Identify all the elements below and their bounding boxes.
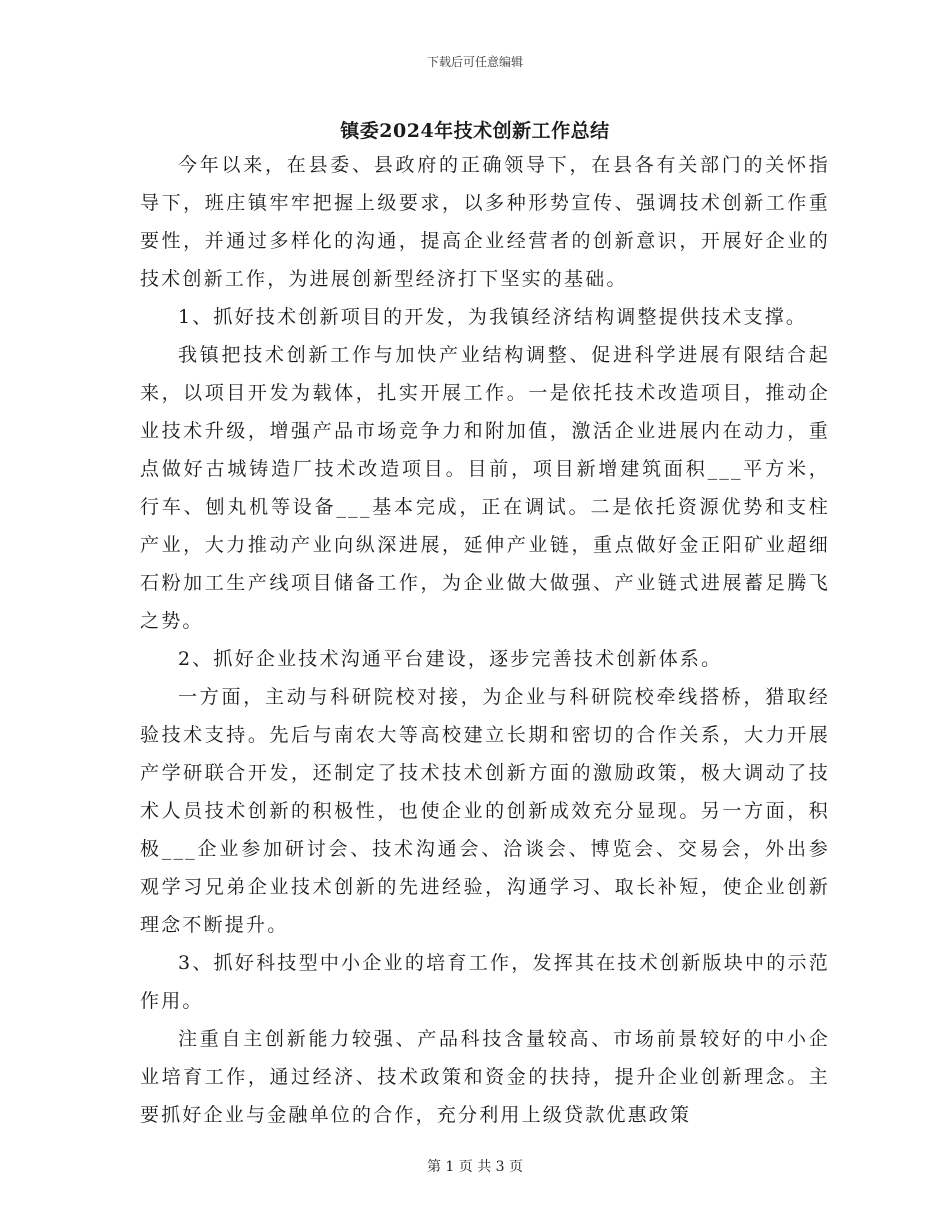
paragraph-section-1: 我镇把技术创新工作与加快产业结构调整、促进科学进展有限结合起来，以项目开发为载体，扎实开展工作。一是依托技术改造项目，推动企业技术升级，增强产品市场竞争力和附加值，激活企业进展内在动力，重点做好古城铸造厂技术改造项目。目前，项目新增建筑面积___平方米，行车、刨丸机等设备___基本完成，正在调试。二是依托资源优势和支柱产业，大力推动产业向纵深进展，延伸产业链，重点做好金正阳矿业超细石粉加工生产线项目储备工作，为企业做大做强、产业链式进展蓄足腾飞之势。 (140, 344, 830, 632)
header-note: 下载后可任意编辑 (426, 55, 523, 69)
page-footer: 第 1 页 共 3 页 (426, 1159, 524, 1175)
document-title: 镇委2024年技术创新工作总结 (340, 120, 610, 142)
paragraph-section-2: 一方面，主动与科研院校对接，为企业与科研院校牵线搭桥，猎取经验技术支持。先后与南农大等高校建立长期和密切的合作关系，大力开展产学研联合开发，还制定了技术技术创新方面的激励政策，极大调动了技术人员技术创新的积极性，也使企业的创新成效充分显现。另一方面，积极___企业参加研讨会、技术沟通会、洽谈会、博览会、交易会，外出参观学习兄弟企业技术创新的先进经验，沟通学习、取长补短，使企业创新理念不断提升。 (140, 686, 830, 936)
paragraph-section-3: 注重自主创新能力较强、产品科技含量较高、市场前景较好的中小企业培育工作，通过经济、技术政策和资金的扶持，提升企业创新理念。主要抓好企业与金融单位的合作，充分利用上级贷款优惠政策 (140, 1028, 830, 1126)
paragraph-intro: 今年以来，在县委、县政府的正确领导下，在县各有关部门的关怀指导下，班庄镇牢牢把握上级要求，以多种形势宣传、强调技术创新工作重要性，并通过多样化的沟通，提高企业经营者的创新意识，开展好企业的技术创新工作，为进展创新型经济打下坚实的基础。 (140, 154, 830, 290)
document-body (140, 146, 830, 1134)
section-heading-2: 2、抓好企业技术沟通平台建设，逐步完善技术创新体系。 (178, 648, 723, 670)
section-heading-3: 3、抓好科技型中小企业的培育工作，发挥其在技术创新版块中的示范作用。 (140, 952, 830, 1012)
section-heading-1: 1、抓好技术创新项目的开发，为我镇经济结构调整提供技术支撑。 (178, 306, 808, 328)
